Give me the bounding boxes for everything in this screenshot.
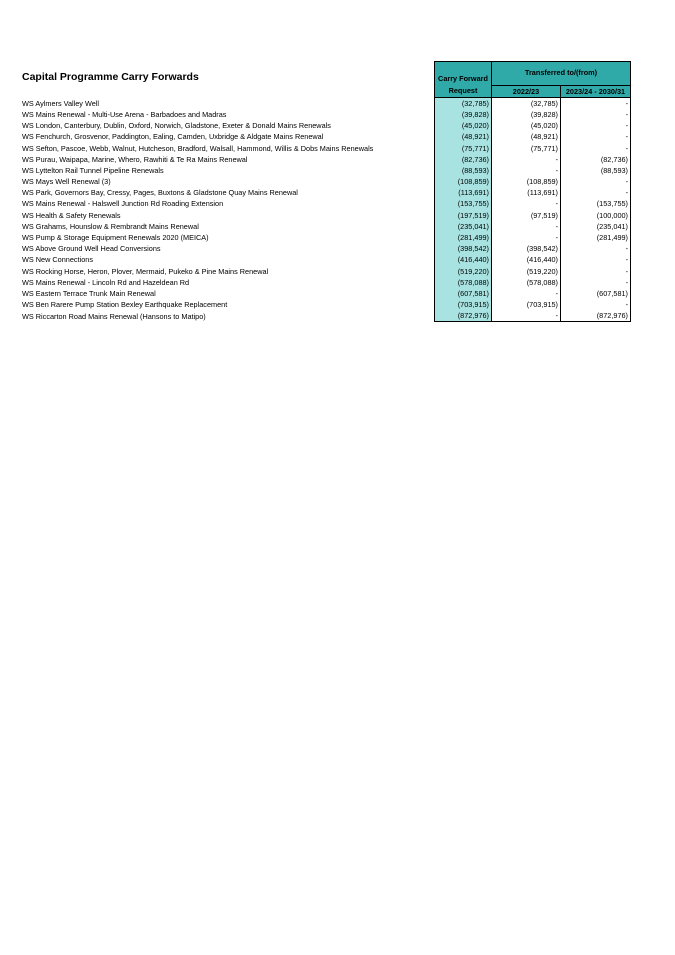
row-description: WS Purau, Waipapa, Marine, Whero, Rawhiti & Te Ra Mains Renewal bbox=[22, 154, 248, 164]
row-2023-31: - bbox=[561, 254, 631, 265]
header-transferred-group: Transferred to/(from) bbox=[492, 62, 631, 86]
row-request: (281,499) bbox=[435, 232, 492, 243]
row-description: WS Sefton, Pascoe, Webb, Walnut, Hutcheson, Bradford, Walsall, Hammond, Willis & Dobs Mains Renewals bbox=[22, 143, 374, 153]
row-2023-31: (872,976) bbox=[561, 310, 631, 322]
row-request: (235,041) bbox=[435, 221, 492, 232]
row-request: (578,088) bbox=[435, 277, 492, 288]
row-2022-23: (398,542) bbox=[492, 243, 561, 254]
row-request: (48,921) bbox=[435, 131, 492, 142]
row-2023-31: - bbox=[561, 176, 631, 187]
row-2023-31: (100,000) bbox=[561, 210, 631, 221]
table-row bbox=[20, 109, 631, 120]
table-row bbox=[20, 97, 631, 109]
row-request: (197,519) bbox=[435, 210, 492, 221]
row-2023-31: - bbox=[561, 277, 631, 288]
row-2022-23: - bbox=[492, 221, 561, 232]
row-2023-31: (153,755) bbox=[561, 198, 631, 209]
row-2022-23: (416,440) bbox=[492, 254, 561, 265]
carry-forward-table bbox=[20, 61, 631, 322]
row-2023-31: (235,041) bbox=[561, 221, 631, 232]
row-request: (75,771) bbox=[435, 142, 492, 153]
table-row bbox=[20, 131, 631, 142]
table-row bbox=[20, 120, 631, 131]
row-2023-31: - bbox=[561, 266, 631, 277]
table-row bbox=[20, 266, 631, 277]
row-request: (39,828) bbox=[435, 109, 492, 120]
row-request: (607,581) bbox=[435, 288, 492, 299]
row-description: WS London, Canterbury, Dublin, Oxford, Norwich, Gladstone, Exeter & Donald Mains Renewals bbox=[22, 121, 331, 131]
header-request: Request bbox=[435, 85, 492, 97]
row-2023-31: - bbox=[561, 187, 631, 198]
table-row bbox=[20, 310, 631, 322]
row-2022-23: (32,785) bbox=[492, 97, 561, 109]
row-2022-23: (113,691) bbox=[492, 187, 561, 198]
table-row bbox=[20, 288, 631, 299]
row-2022-23: (703,915) bbox=[492, 299, 561, 310]
table-row bbox=[20, 243, 631, 254]
header-carry-forward: Carry Forward bbox=[435, 62, 492, 86]
row-request: (416,440) bbox=[435, 254, 492, 265]
row-description: WS Riccarton Road Mains Renewal (Hansons to Matipo) bbox=[22, 311, 206, 321]
row-2022-23: (75,771) bbox=[492, 142, 561, 153]
row-2023-31: (82,736) bbox=[561, 154, 631, 165]
row-request: (872,976) bbox=[435, 310, 492, 322]
table-row bbox=[20, 210, 631, 221]
row-2022-23: (39,828) bbox=[492, 109, 561, 120]
row-2022-23: - bbox=[492, 310, 561, 322]
row-2022-23: - bbox=[492, 154, 561, 165]
table-row bbox=[20, 176, 631, 187]
row-2022-23: - bbox=[492, 165, 561, 176]
row-2023-31: - bbox=[561, 120, 631, 131]
header-spacer bbox=[20, 62, 435, 86]
table-row bbox=[20, 198, 631, 209]
table-row bbox=[20, 165, 631, 176]
row-2022-23: (48,921) bbox=[492, 131, 561, 142]
table-row bbox=[20, 187, 631, 198]
header-spacer bbox=[20, 85, 435, 97]
row-2023-31: (88,593) bbox=[561, 165, 631, 176]
row-request: (113,691) bbox=[435, 187, 492, 198]
row-2022-23: - bbox=[492, 288, 561, 299]
table-row bbox=[20, 254, 631, 265]
row-2023-31: - bbox=[561, 97, 631, 109]
row-request: (703,915) bbox=[435, 299, 492, 310]
row-request: (398,542) bbox=[435, 243, 492, 254]
row-description: WS Lyttelton Rail Tunnel Pipeline Renewals bbox=[22, 165, 164, 175]
header-row-1 bbox=[20, 62, 631, 86]
row-request: (82,736) bbox=[435, 154, 492, 165]
row-2022-23: (578,088) bbox=[492, 277, 561, 288]
row-2023-31: - bbox=[561, 299, 631, 310]
row-description: WS Mains Renewal - Lincoln Rd and Hazeldean Rd bbox=[22, 277, 190, 287]
row-description: WS Grahams, Hounslow & Rembrandt Mains Renewal bbox=[22, 221, 199, 231]
table-row bbox=[20, 221, 631, 232]
header-year-2023-31: 2023/24 - 2030/31 bbox=[561, 85, 631, 97]
row-description: WS Rocking Horse, Heron, Plover, Mermaid, Pukeko & Pine Mains Renewal bbox=[22, 266, 269, 276]
row-description: WS Pump & Storage Equipment Renewals 2020 (MEICA) bbox=[22, 233, 209, 243]
row-description: WS Mays Well Renewal (3) bbox=[22, 177, 111, 187]
row-description: WS Health & Safety Renewals bbox=[22, 210, 121, 220]
row-request: (88,593) bbox=[435, 165, 492, 176]
row-description: WS Mains Renewal - Multi-Use Arena - Barbadoes and Madras bbox=[22, 109, 227, 119]
row-request: (45,020) bbox=[435, 120, 492, 131]
row-description: WS Above Ground Well Head Conversions bbox=[22, 244, 161, 254]
row-2022-23: (97,519) bbox=[492, 210, 561, 221]
row-description: WS Mains Renewal - Halswell Junction Rd Roading Extension bbox=[22, 199, 224, 209]
row-2022-23: (45,020) bbox=[492, 120, 561, 131]
row-2023-31: - bbox=[561, 109, 631, 120]
row-2022-23: - bbox=[492, 232, 561, 243]
table-row bbox=[20, 142, 631, 153]
row-request: (153,755) bbox=[435, 198, 492, 209]
row-2022-23: - bbox=[492, 198, 561, 209]
table-row bbox=[20, 277, 631, 288]
row-request: (519,220) bbox=[435, 266, 492, 277]
row-description: WS New Connections bbox=[22, 255, 93, 265]
row-description: WS Eastern Terrace Trunk Main Renewal bbox=[22, 288, 156, 298]
row-2023-31: (281,499) bbox=[561, 232, 631, 243]
row-request: (108,859) bbox=[435, 176, 492, 187]
row-2022-23: (519,220) bbox=[492, 266, 561, 277]
header-row-2 bbox=[20, 85, 631, 97]
table-row bbox=[20, 232, 631, 243]
row-description: WS Aylmers Valley Well bbox=[22, 98, 100, 108]
page-title: Capital Programme Carry Forwards bbox=[22, 71, 199, 83]
row-2023-31: - bbox=[561, 142, 631, 153]
row-2022-23: (108,859) bbox=[492, 176, 561, 187]
row-2023-31: - bbox=[561, 131, 631, 142]
header-year-2022-23: 2022/23 bbox=[492, 85, 561, 97]
row-description: WS Park, Governors Bay, Cressy, Pages, Buxtons & Gladstone Quay Mains Renewal bbox=[22, 188, 298, 198]
row-2023-31: - bbox=[561, 243, 631, 254]
table-row bbox=[20, 299, 631, 310]
table-row bbox=[20, 154, 631, 165]
row-description: WS Fenchurch, Grosvenor, Paddington, Ealing, Camden, Uxbridge & Aldgate Mains Renewal bbox=[22, 132, 324, 142]
row-request: (32,785) bbox=[435, 97, 492, 109]
row-2023-31: (607,581) bbox=[561, 288, 631, 299]
row-description: WS Ben Rarere Pump Station Bexley Earthquake Replacement bbox=[22, 300, 228, 310]
